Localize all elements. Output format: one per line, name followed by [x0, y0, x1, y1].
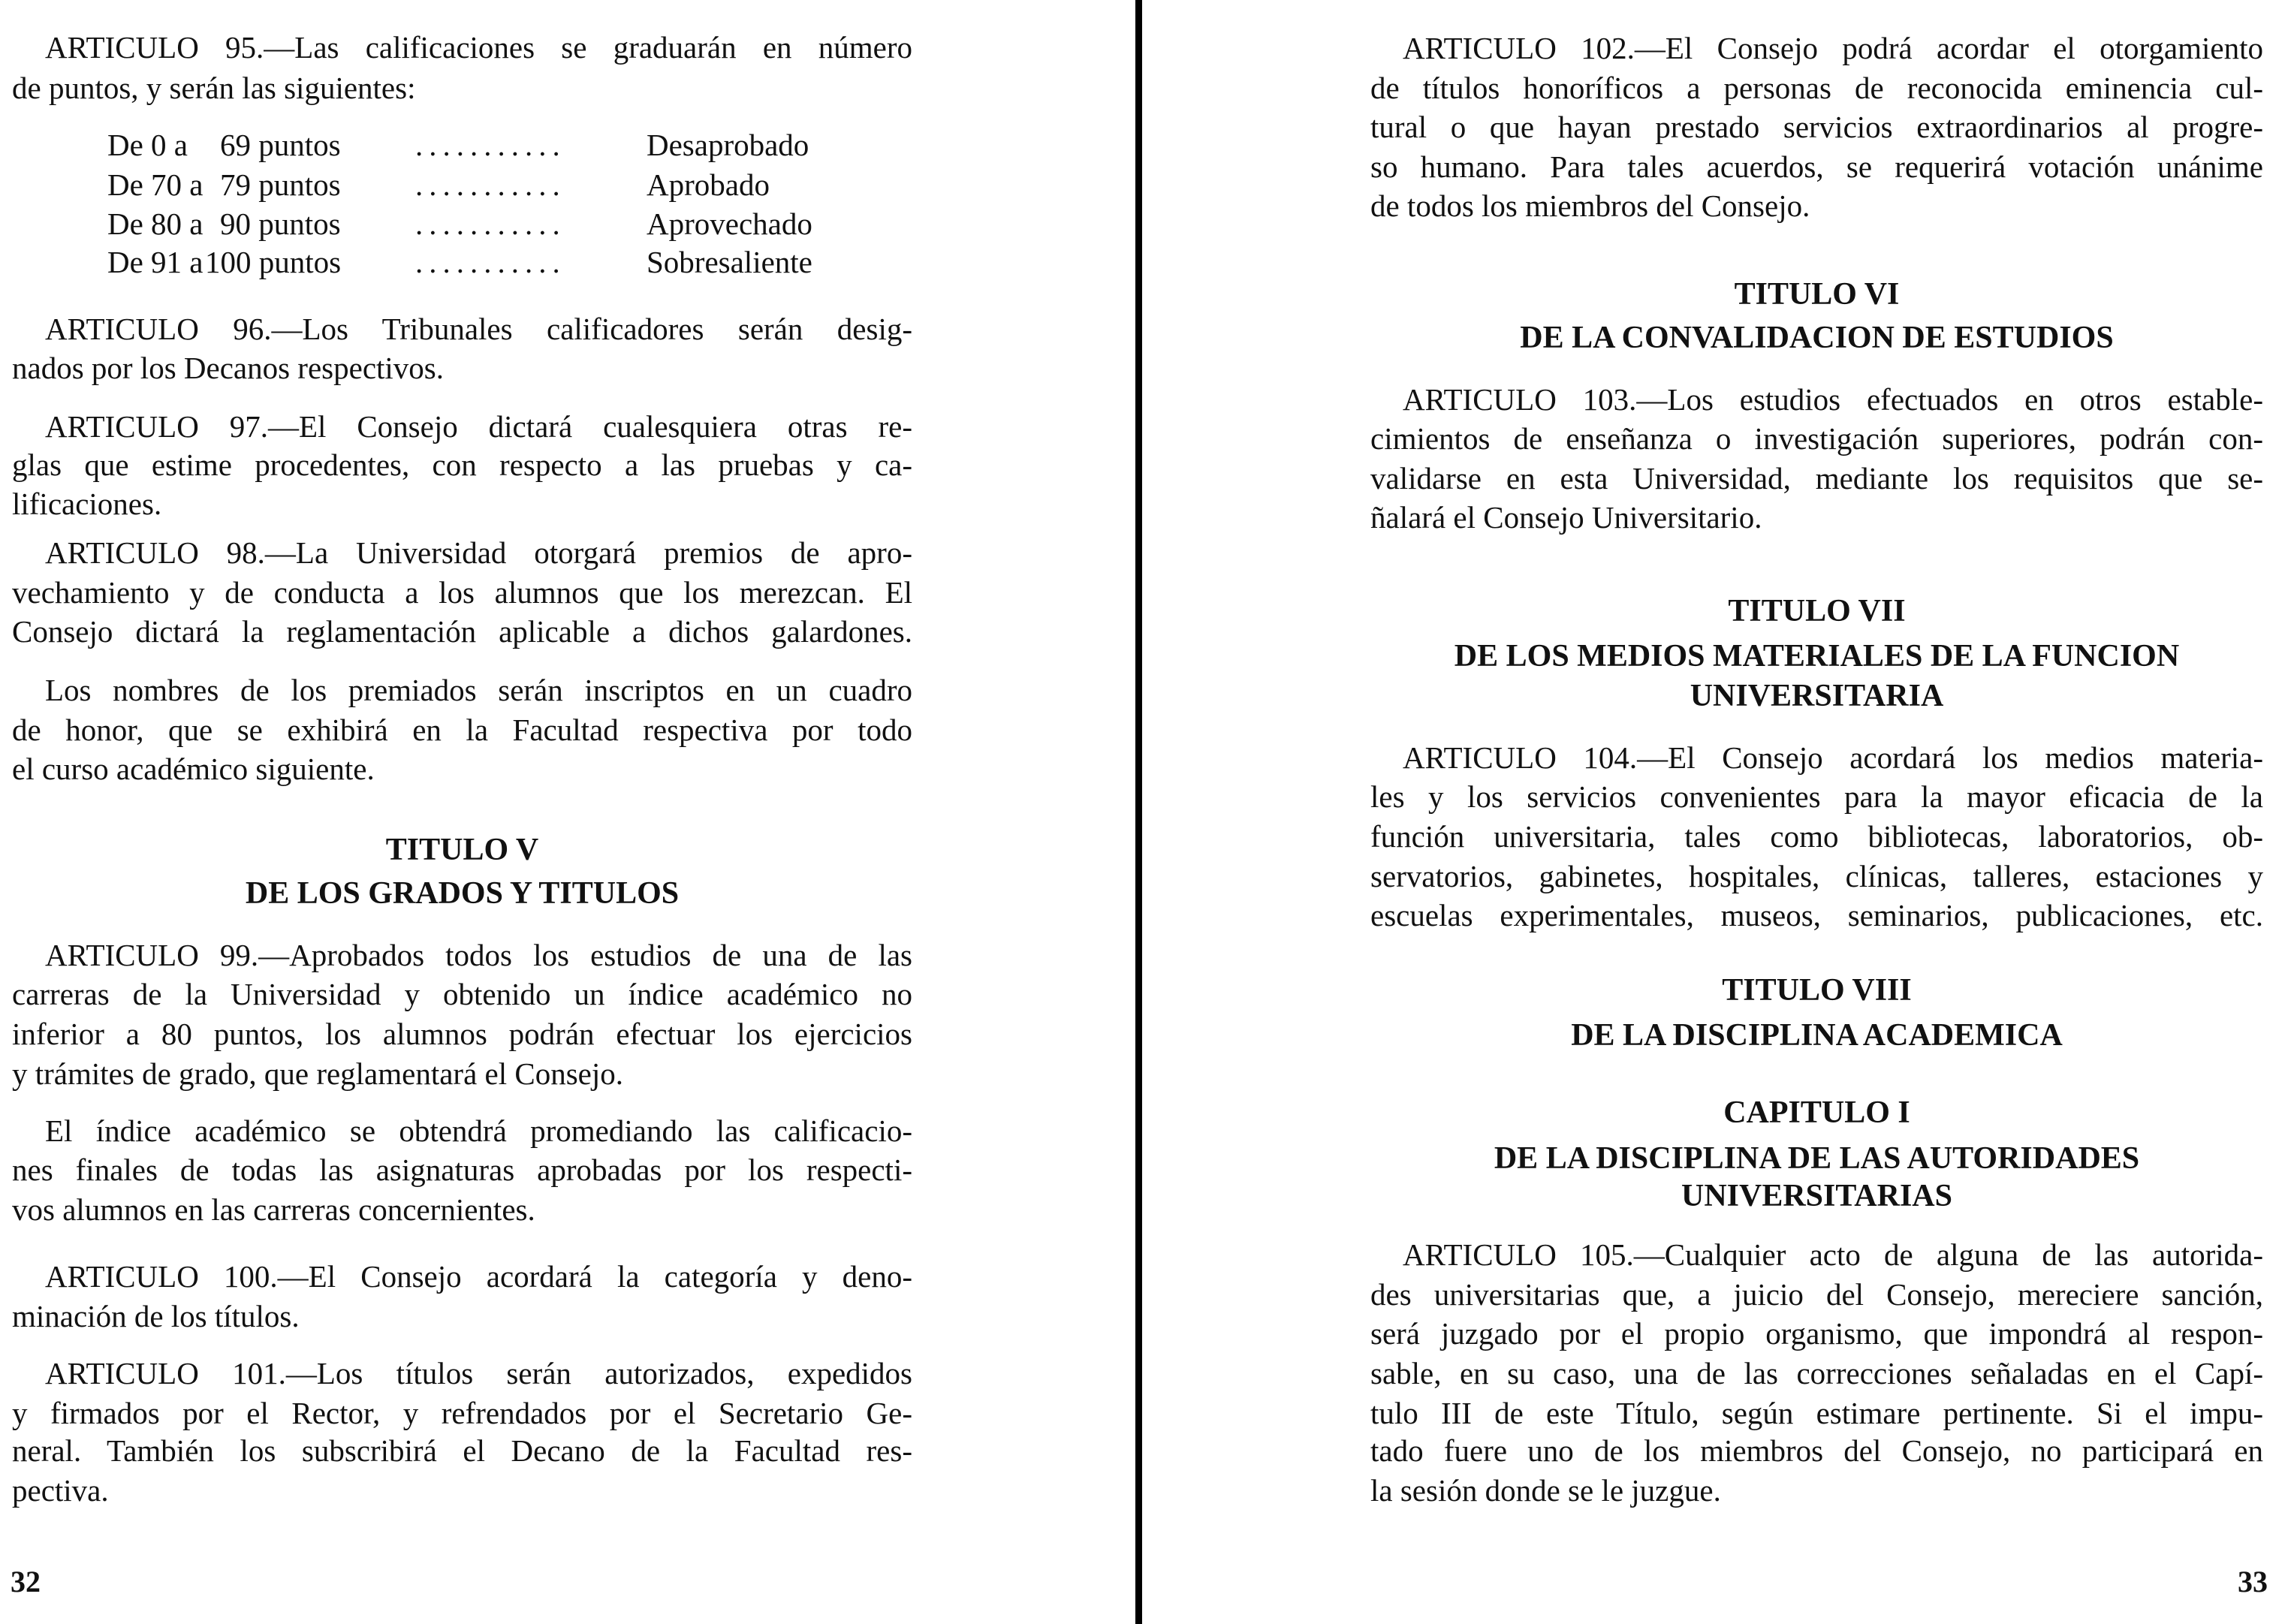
grading-label: Aprovechado — [647, 206, 812, 241]
grading-range-from: De 0 a — [107, 128, 188, 162]
articulo-104-line-2: les y los servicios convenientes para la mayor eficacia de la — [1370, 779, 2263, 814]
left-page — [0, 0, 1134, 1624]
capitulo-i-subtitle-line-1: DE LA DISCIPLINA DE LAS AUTORIDADES — [1494, 1141, 2140, 1176]
articulo-99-line-2: carreras de la Universidad y obtenido un índice académico no — [12, 977, 912, 1011]
articulo-99-line-1: ARTICULO 99.—Aprobados todos los estudios de una de las — [45, 938, 912, 972]
articulo-98-p2-line-2: de honor, que se exhibirá en la Facultad respectiva por todo — [12, 713, 912, 747]
articulo-104-line-1: ARTICULO 104.—El Consejo acordará los medios materia- — [1403, 740, 2263, 775]
grading-range-from: De 80 a — [107, 206, 203, 241]
articulo-95-line-2: de puntos, y serán las siguientes: — [12, 71, 416, 105]
articulo-105-line-7: la sesión donde se le juzgue. — [1370, 1473, 1721, 1508]
grading-row — [107, 126, 858, 164]
articulo-97-line-1: ARTICULO 97.—El Consejo dictará cualesquiera otras re- — [45, 409, 912, 444]
articulo-105-line-5: tulo III de este Título, según estimare pertinente. Si el impu- — [1370, 1396, 2263, 1430]
articulo-104-line-3: función universitaria, tales como bibliotecas, laboratorios, ob- — [1370, 819, 2263, 854]
articulo-100-line-2: minación de los títulos. — [12, 1299, 300, 1333]
articulo-96-line-2: nados por los Decanos respectivos. — [12, 351, 445, 385]
articulo-99-p2-line-2: nes finales de todas las asignaturas aprobadas por los respecti- — [12, 1152, 912, 1187]
articulo-96-line-1: ARTICULO 96.—Los Tribunales calificadores serán desig- — [45, 312, 912, 346]
articulo-102-line-4: so humano. Para tales acuerdos, se requerirá votación unánime — [1370, 149, 2263, 184]
titulo-v-subtitle: DE LOS GRADOS Y TITULOS — [245, 876, 680, 911]
titulo-vii-subtitle-line-2: UNIVERSITARIA — [1690, 679, 1944, 713]
grading-range-from: De 91 a — [107, 245, 203, 279]
articulo-97-line-2: glas que estime procedentes, con respecto a las pruebas y ca- — [12, 447, 912, 482]
articulo-105-line-1: ARTICULO 105.—Cualquier acto de alguna de las autorida- — [1403, 1237, 2263, 1272]
capitulo-i-heading: CAPITULO I — [1723, 1095, 1910, 1130]
titulo-v-heading: TITULO V — [385, 833, 539, 867]
articulo-98-p2-line-3: el curso académico siguiente. — [12, 752, 375, 786]
grading-leader-dots: ........... — [415, 167, 566, 202]
articulo-101-line-3: neral. También los subscribirá el Decano de la Facultad res- — [12, 1433, 912, 1468]
articulo-103-line-2: cimientos de enseñanza o investigación superiores, podrán con- — [1370, 421, 2263, 456]
grading-range-to: 90 puntos — [220, 206, 341, 241]
grading-range-to: 100 puntos — [205, 245, 342, 279]
articulo-95-line-1: ARTICULO 95.—Las calificaciones se graduarán en número — [45, 30, 912, 65]
articulo-102-line-1: ARTICULO 102.—El Consejo podrá acordar el otorgamiento — [1403, 31, 2263, 65]
page-gutter-divider — [1135, 0, 1142, 1624]
articulo-101-line-2: y firmados por el Rector, y refrendados por el Secretario Ge- — [12, 1396, 912, 1430]
titulo-vii-subtitle-line-1: DE LOS MEDIOS MATERIALES DE LA FUNCION — [1454, 639, 2180, 673]
titulo-vi-subtitle: DE LA CONVALIDACION DE ESTUDIOS — [1520, 321, 2114, 355]
articulo-101-line-1: ARTICULO 101.—Los títulos serán autorizados, expedidos — [45, 1356, 912, 1390]
grading-row — [107, 166, 858, 203]
articulo-98-line-2: vechamiento y de conducta a los alumnos que los merezcan. El — [12, 575, 912, 610]
grading-label: Desaprobado — [647, 128, 809, 162]
articulo-99-line-3: inferior a 80 puntos, los alumnos podrán efectuar los ejercicios — [12, 1017, 912, 1051]
articulo-101-line-4: pectiva. — [12, 1473, 109, 1508]
articulo-100-line-1: ARTICULO 100.—El Consejo acordará la categoría y deno- — [45, 1259, 912, 1294]
articulo-98-line-1: ARTICULO 98.—La Universidad otorgará premios de apro- — [45, 535, 912, 570]
articulo-99-p2-line-1: El índice académico se obtendrá promediando las calificacio- — [45, 1113, 912, 1148]
articulo-102-line-3: tural o que hayan prestado servicios extraordinarios al progre- — [1370, 110, 2263, 144]
grading-row — [107, 205, 858, 243]
articulo-99-line-4: y trámites de grado, que reglamentará el Consejo. — [12, 1056, 624, 1091]
articulo-102-line-2: de títulos honoríficos a personas de reconocida eminencia cul- — [1370, 71, 2263, 105]
page-number-right: 33 — [2238, 1565, 2268, 1598]
articulo-97-line-3: lificaciones. — [12, 487, 162, 521]
articulo-105-line-2: des universitarias que, a juicio del Consejo, mereciere sanción, — [1370, 1277, 2263, 1312]
titulo-vi-heading: TITULO VI — [1734, 277, 1900, 312]
capitulo-i-subtitle-line-2: UNIVERSITARIAS — [1681, 1179, 1952, 1213]
titulo-vii-heading: TITULO VII — [1728, 594, 1906, 628]
articulo-98-line-3: Consejo dictará la reglamentación aplicable a dichos galardones. — [12, 614, 912, 649]
articulo-103-line-1: ARTICULO 103.—Los estudios efectuados en otros estable- — [1403, 382, 2263, 417]
articulo-103-line-3: validarse en esta Universidad, mediante los requisitos que se- — [1370, 461, 2263, 496]
articulo-98-p2-line-1: Los nombres de los premiados serán inscriptos en un cuadro — [45, 673, 912, 707]
titulo-viii-subtitle: DE LA DISCIPLINA ACADEMICA — [1571, 1018, 2063, 1053]
grading-range-to: 69 puntos — [220, 128, 341, 162]
right-page — [1149, 0, 2294, 1624]
grading-range-from: De 70 a — [107, 167, 203, 202]
titulo-viii-heading: TITULO VIII — [1722, 973, 1912, 1008]
grading-label: Sobresaliente — [647, 245, 812, 279]
grading-range-to: 79 puntos — [220, 167, 341, 202]
articulo-105-line-4: sable, en su caso, una de las correcciones señaladas en el Capí- — [1370, 1356, 2263, 1390]
grading-leader-dots: ........... — [415, 245, 566, 279]
articulo-103-line-4: ñalará el Consejo Universitario. — [1370, 500, 1762, 535]
grading-label: Aprobado — [647, 167, 770, 202]
articulo-105-line-6: tado fuere uno de los miembros del Consejo, no participará en — [1370, 1433, 2263, 1468]
articulo-104-line-5: escuelas experimentales, museos, seminarios, publicaciones, etc. — [1370, 898, 2263, 933]
articulo-105-line-3: será juzgado por el propio organismo, que impondrá al respon- — [1370, 1316, 2263, 1351]
articulo-104-line-4: servatorios, gabinetes, hospitales, clínicas, talleres, estaciones y — [1370, 859, 2263, 893]
articulo-102-line-5: de todos los miembros del Consejo. — [1370, 188, 1810, 223]
grading-leader-dots: ........... — [415, 206, 566, 241]
grading-row — [107, 243, 858, 281]
grading-leader-dots: ........... — [415, 128, 566, 162]
page-number-left: 32 — [11, 1565, 41, 1598]
articulo-99-p2-line-3: vos alumnos en las carreras concernientes. — [12, 1192, 535, 1227]
